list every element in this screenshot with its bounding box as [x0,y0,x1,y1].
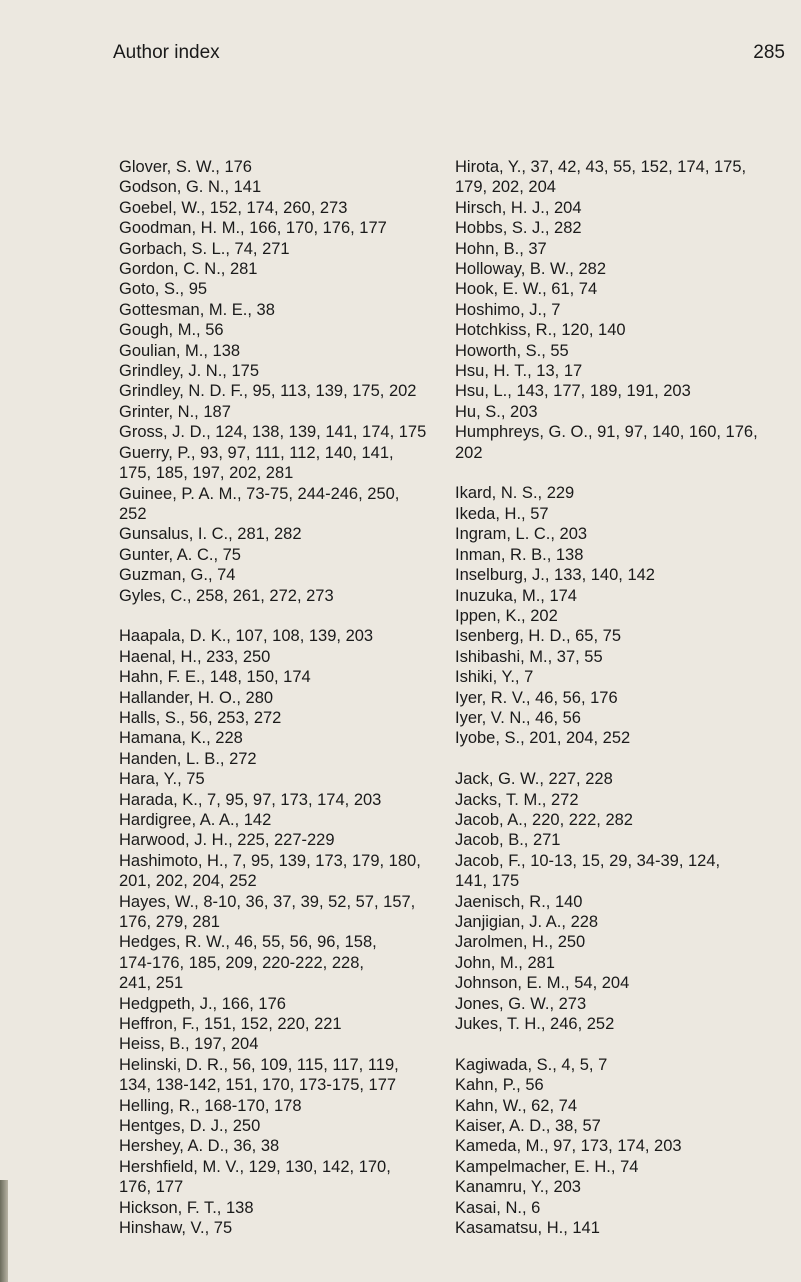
index-entry-line: Hara, Y., 75 [119,770,205,789]
index-entry [455,320,785,340]
index-entry [455,769,785,789]
index-entry-line: Grindley, N. D. F., 95, 113, 139, 175, 202 [119,382,417,401]
index-entry-continuation: 241, 251 [119,974,184,993]
index-entry [119,545,454,565]
index-entry-line: Goto, S., 95 [119,280,208,299]
index-entry [455,381,785,401]
index-entry-line: Kaiser, A. D., 38, 57 [455,1117,601,1136]
index-entry-line: Helling, R., 168-170, 178 [119,1096,302,1115]
index-entry [119,1096,454,1116]
index-entry-line: Guzman, G., 74 [119,566,236,585]
index-entry [455,728,785,748]
index-entry-line: Inman, R. B., 138 [455,545,584,564]
index-entry [455,1157,785,1177]
index-entry [455,830,785,850]
index-entry [455,157,785,198]
index-entry-line: Hamana, K., 228 [119,729,243,748]
index-entry-continuation: 176, 279, 281 [119,913,220,932]
index-entry-line: Jones, G. W., 273 [455,994,587,1013]
index-entry [119,177,454,197]
index-entry [455,300,785,320]
index-entry-line: Goulian, M., 138 [119,341,241,360]
index-entry [119,1055,454,1096]
index-entry-line: Gunter, A. C., 75 [119,545,241,564]
index-entry [119,402,454,422]
index-entry-line: Hershey, A. D., 36, 38 [119,1137,280,1156]
index-entry-continuation: 201, 202, 204, 252 [119,872,257,891]
index-entry [455,259,785,279]
index-entry [455,1096,785,1116]
index-entry [119,300,454,320]
index-entry-line: Hershfield, M. V., 129, 130, 142, 170, [119,1157,391,1176]
index-entry-line: Jack, G. W., 227, 228 [455,770,613,789]
index-entry [455,504,785,524]
index-entry [119,667,454,687]
index-entry-line: Hsu, L., 143, 177, 189, 191, 203 [455,382,691,401]
index-entry-line: Gyles, C., 258, 261, 272, 273 [119,586,334,605]
index-entry [119,647,454,667]
index-entry-line: Hentges, D. J., 250 [119,1117,261,1136]
index-entry-line: Halls, S., 56, 253, 272 [119,708,282,727]
index-entry [119,688,454,708]
index-entry [455,198,785,218]
index-entry-line: Ishiki, Y., 7 [455,668,534,687]
index-entry-line: Kameda, M., 97, 173, 174, 203 [455,1137,682,1156]
index-entry-line: Hook, E. W., 61, 74 [455,280,598,299]
index-entry-line: Hsu, H. T., 13, 17 [455,362,583,381]
index-entry-line: Haapala, D. K., 107, 108, 139, 203 [119,627,374,646]
index-entry [119,932,454,993]
index-entry-line: Iyer, V. N., 46, 56 [455,708,581,727]
index-entry [119,769,454,789]
index-entry-line: Hickson, F. T., 138 [119,1198,254,1217]
index-entry-line: Goodman, H. M., 166, 170, 176, 177 [119,219,387,238]
index-entry [455,239,785,259]
index-entry-line: Kasai, N., 6 [455,1198,541,1217]
index-entry-continuation: 202 [455,443,483,462]
index-entry-line: Hohn, B., 37 [455,239,547,258]
index-entry [119,1218,454,1238]
index-entry [119,994,454,1014]
index-entry-line: Jacks, T. M., 272 [455,790,579,809]
index-entry [119,361,454,381]
index-entry-line: Ippen, K., 202 [455,606,558,625]
index-entry [455,545,785,565]
index-entry-line: Gross, J. D., 124, 138, 139, 141, 174, 175 [119,423,427,442]
index-entry [119,239,454,259]
index-entry-line: Jaenisch, R., 140 [455,892,583,911]
index-entry [119,728,454,748]
index-entry [119,1198,454,1218]
letter-group-gap [455,1034,785,1054]
index-entry-line: Heiss, B., 197, 204 [119,1035,259,1054]
index-entry [455,1198,785,1218]
index-entry [455,667,785,687]
index-entry [455,606,785,626]
index-entry-line: Hashimoto, H., 7, 95, 139, 173, 179, 180, [119,851,421,870]
letter-group-gap [455,463,785,483]
index-entry [455,524,785,544]
index-entry [119,279,454,299]
index-entry-continuation: 141, 175 [455,872,520,891]
index-entry [119,565,454,585]
index-entry [455,218,785,238]
index-entry [119,1014,454,1034]
page-edge-shadow [0,1180,8,1282]
index-entry-line: Hobbs, S. J., 282 [455,219,582,238]
index-entry-line: John, M., 281 [455,953,555,972]
index-entry-line: Jacob, A., 220, 222, 282 [455,810,633,829]
index-entry-line: Ishibashi, M., 37, 55 [455,647,603,666]
index-entry-line: Hinshaw, V., 75 [119,1219,233,1238]
index-entry-line: Grinter, N., 187 [119,402,231,421]
index-entry-line: Gough, M., 56 [119,321,224,340]
index-entry-line: Jarolmen, H., 250 [455,933,586,952]
index-entry-line: Gorbach, S. L., 74, 271 [119,239,290,258]
index-entry [119,892,454,933]
index-entry [455,1136,785,1156]
index-entry-line: Kampelmacher, E. H., 74 [455,1157,639,1176]
index-entry [455,341,785,361]
index-entry-line: Gunsalus, I. C., 281, 282 [119,525,302,544]
index-entry-continuation: 252 [119,504,147,523]
index-entry [455,688,785,708]
index-entry-line: Haenal, H., 233, 250 [119,647,271,666]
index-entry [455,647,785,667]
index-entry [455,586,785,606]
index-entry-line: Iyobe, S., 201, 204, 252 [455,729,631,748]
index-entry [455,708,785,728]
index-entry [455,1014,785,1034]
index-entry [455,953,785,973]
index-entry-line: Heffron, F., 151, 152, 220, 221 [119,1015,342,1034]
index-entry-line: Hardigree, A. A., 142 [119,810,272,829]
index-entry-line: Ikeda, H., 57 [455,504,549,523]
index-entry-line: Kagiwada, S., 4, 5, 7 [455,1055,608,1074]
index-entry [119,626,454,646]
index-entry [119,218,454,238]
index-entry [119,524,454,544]
index-entry-continuation: 175, 185, 197, 202, 281 [119,464,294,483]
index-entry-line: Kahn, W., 62, 74 [455,1096,577,1115]
index-entry-line: Harwood, J. H., 225, 227-229 [119,831,335,850]
index-column-right [455,157,785,1238]
index-entry [119,1116,454,1136]
index-entry [119,1136,454,1156]
index-entry [455,1177,785,1197]
index-entry [119,341,454,361]
index-entry-line: Harada, K., 7, 95, 97, 173, 174, 203 [119,790,382,809]
index-entry-line: Gordon, C. N., 281 [119,260,258,279]
index-entry-line: Godson, G. N., 141 [119,178,262,197]
index-entry [455,932,785,952]
index-entry-line: Glover, S. W., 176 [119,158,252,176]
index-entry [119,1034,454,1054]
index-entry-continuation: 179, 202, 204 [455,178,556,197]
index-entry-line: Jacob, F., 10-13, 15, 29, 34-39, 124, [455,851,721,870]
index-entry [455,851,785,892]
index-entry-line: Janjigian, J. A., 228 [455,913,599,931]
index-entry [455,810,785,830]
index-entry [119,422,454,442]
index-entry [455,973,785,993]
index-entry-line: Handen, L. B., 272 [119,749,257,768]
index-entry [119,830,454,850]
index-entry-line: Hoshimo, J., 7 [455,300,561,319]
index-entry-line: Ingram, L. C., 203 [455,525,588,544]
index-entry [119,749,454,769]
index-entry-line: Jacob, B., 271 [455,831,561,850]
index-entry-line: Holloway, B. W., 282 [455,260,607,279]
index-entry [119,259,454,279]
letter-group-gap [455,749,785,769]
index-entry [119,810,454,830]
index-entry [119,443,454,484]
page-number: 285 [753,42,785,63]
index-entry-line: Hotchkiss, R., 120, 140 [455,321,626,340]
index-entry-line: Helinski, D. R., 56, 109, 115, 117, 119, [119,1055,399,1074]
index-entry-line: Hahn, F. E., 148, 150, 174 [119,668,311,687]
index-entry-continuation: 176, 177 [119,1178,184,1197]
index-entry [119,484,454,525]
index-entry-line: Hallander, H. O., 280 [119,688,274,707]
index-entry-line: Inuzuka, M., 174 [455,586,577,605]
index-entry [455,279,785,299]
index-entry-line: Goebel, W., 152, 174, 260, 273 [119,198,348,217]
index-entry [455,565,785,585]
index-entry-line: Hirsch, H. J., 204 [455,198,582,217]
index-entry [455,1218,785,1238]
index-entry [455,402,785,422]
index-entry [455,994,785,1014]
index-entry [455,422,785,463]
index-column-left [119,157,454,1239]
index-entry-line: Hayes, W., 8-10, 36, 37, 39, 52, 57, 157, [119,892,416,911]
index-entry-line: Ikard, N. S., 229 [455,484,575,503]
index-entry-line: Kahn, P., 56 [455,1076,544,1095]
index-entry-continuation: 134, 138-142, 151, 170, 173-175, 177 [119,1076,397,1095]
index-entry [119,851,454,892]
index-entry [119,381,454,401]
index-entry-line: Inselburg, J., 133, 140, 142 [455,566,655,585]
index-entry [119,1157,454,1198]
index-entry-line: Guerry, P., 93, 97, 111, 112, 140, 141, [119,443,394,462]
index-entry [455,790,785,810]
index-entry [119,708,454,728]
running-head-title: Author index [113,42,220,63]
index-entry-line: Jukes, T. H., 246, 252 [455,1015,615,1034]
index-entry-line: Humphreys, G. O., 91, 97, 140, 160, 176, [455,423,758,442]
index-entry-line: Isenberg, H. D., 65, 75 [455,627,622,646]
index-entry [455,626,785,646]
index-entry-line: Johnson, E. M., 54, 204 [455,974,630,993]
index-entry-line: Kasamatsu, H., 141 [455,1219,600,1238]
index-entry [455,892,785,912]
index-entry-line: Hirota, Y., 37, 42, 43, 55, 152, 174, 175, [455,158,747,176]
index-entry-continuation: 174-176, 185, 209, 220-222, 228, [119,953,364,972]
index-entry-line: Hedges, R. W., 46, 55, 56, 96, 158, [119,933,377,952]
index-entry [455,361,785,381]
index-entry-line: Guinee, P. A. M., 73-75, 244-246, 250, [119,484,400,503]
index-entry-line: Hu, S., 203 [455,402,538,421]
index-entry-line: Iyer, R. V., 46, 56, 176 [455,688,618,707]
letter-group-gap [119,606,454,626]
index-entry [455,483,785,503]
index-entry [455,1055,785,1075]
index-entry-line: Grindley, J. N., 175 [119,362,260,381]
index-entry [119,586,454,606]
index-entry-line: Hedgpeth, J., 166, 176 [119,994,286,1013]
index-entry [119,790,454,810]
index-entry [455,1075,785,1095]
index-entry-line: Gottesman, M. E., 38 [119,300,275,319]
index-entry [119,157,454,177]
index-entry [455,1116,785,1136]
index-entry [455,912,785,932]
index-entry-line: Kanamru, Y., 203 [455,1178,581,1197]
index-entry [119,320,454,340]
index-entry [119,198,454,218]
index-entry-line: Howorth, S., 55 [455,341,569,360]
